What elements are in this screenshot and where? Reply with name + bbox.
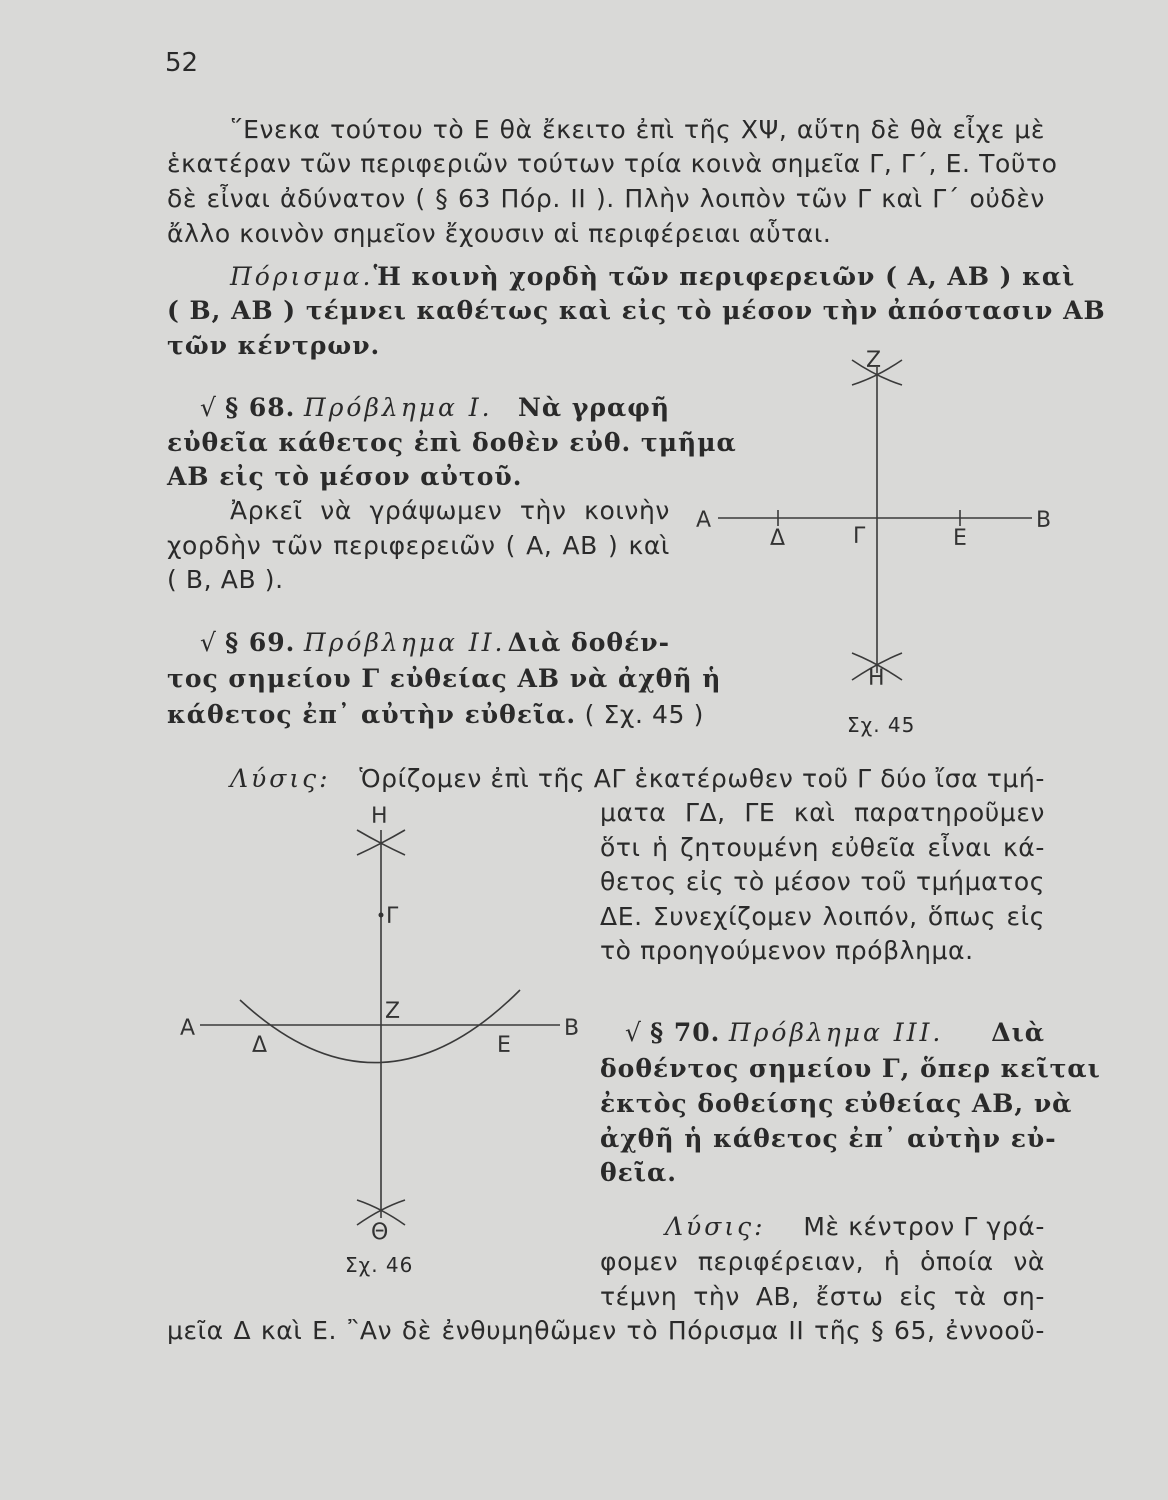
s68-title-end: Νὰ γραφῆ <box>518 393 670 422</box>
s69-title-end: Διὰ δοθέν- <box>507 628 670 657</box>
lysis1-first-text: Ὁρίζομεν ἐπὶ τῆς ΑΓ ἑκατέρωθεν τοῦ Γ δύο ἴσα τμή- <box>359 764 1045 793</box>
s70-title-line-2: δοθέντος σημείου Γ, ὅπερ κεῖται <box>600 1054 1101 1083</box>
lysis2-label: Λύσις: <box>665 1212 766 1241</box>
porisma-statement-start: Ἡ κοινὴ χορδὴ τῶν περιφερειῶν ( Α, ΑΒ ) καὶ <box>373 262 1076 291</box>
figure-45-caption: Σχ. 45 <box>847 713 916 737</box>
s68-body-line-2: χορδὴν τῶν περιφερειῶν ( Α, ΑΒ ) καὶ <box>167 531 670 560</box>
s70-title-end: Διὰ <box>991 1018 1045 1047</box>
lysis2-line-4: μεῖα Δ καὶ Ε. ῍Αν δὲ ἐνθυμηθῶμεν τὸ Πόρισμα ΙΙ τῆς § 65, ἐννοοῦ- <box>167 1316 1045 1345</box>
fig46-label-a: Α <box>180 1016 196 1041</box>
figure-45-diagram <box>690 345 1060 695</box>
fig46-label-g: Γ <box>386 904 399 929</box>
fig45-label-g: Γ <box>853 524 866 549</box>
porisma-line-2: ( Β, ΑΒ ) τέμνει καθέτως καὶ εἰς τὸ μέσον τὴν ἀπόστασιν ΑΒ <box>167 296 1106 325</box>
fig45-label-b: Β <box>1036 508 1052 533</box>
lysis1-line-6: τὸ προηγούμενον πρόβλημα. <box>600 936 974 965</box>
para1-line-2: ἑκατέραν τῶν περιφεριῶν τούτων τρία κοινὰ σημεῖα Γ, Γ΄, Ε. Τοῦτο <box>167 149 1058 178</box>
s70-heading <box>625 1018 1045 1048</box>
s68-number: § 68. <box>225 393 296 422</box>
s69-title-text: κάθετος ἐπ᾽ αὐτὴν εὐθεῖα. <box>167 700 577 729</box>
figure-46-caption: Σχ. 46 <box>345 1253 414 1277</box>
s69-number: § 69. <box>225 628 296 657</box>
s69-label: Πρόβλημα ΙΙ. <box>303 628 506 657</box>
fig45-label-z: Ζ <box>866 348 882 373</box>
s69-figure-ref: ( Σχ. 45 ) <box>584 700 704 729</box>
lysis2-line-1 <box>665 1212 1045 1242</box>
check-mark-icon: √ <box>200 393 217 422</box>
fig46-label-d: Δ <box>252 1033 268 1058</box>
lysis1-label: Λύσις: <box>230 764 331 793</box>
lysis2-first-text: Μὲ κέντρον Γ γρά- <box>803 1212 1045 1241</box>
s68-body-line-3: ( Β, ΑΒ ). <box>167 565 284 594</box>
s69-title-line-3 <box>167 700 704 730</box>
lysis2-line-3: τέμνη τὴν ΑΒ, ἔστω εἰς τὰ ση- <box>600 1282 1045 1311</box>
para1-line-4: ἄλλο κοινὸν σημεῖον ἔχουσιν αἱ περιφέρειαι αὗται. <box>167 219 832 248</box>
s70-number: § 70. <box>650 1018 721 1047</box>
lysis1-line-5: ΔΕ. Συνεχίζομεν λοιπόν, ὅπως εἰς <box>600 902 1045 931</box>
porisma-line-1 <box>230 262 1076 292</box>
fig46-label-h: Η <box>371 804 388 829</box>
s70-title-line-4: ἀχθῆ ἡ κάθετος ἐπ᾽ αὐτὴν εὐ- <box>600 1124 1057 1153</box>
s70-label: Πρόβλημα ΙΙΙ. <box>728 1018 944 1047</box>
fig45-label-h: Η <box>868 666 885 691</box>
s68-body-line-1: Ἀρκεῖ νὰ γράψωμεν τὴν κοινὴν <box>230 496 670 525</box>
fig45-label-a: Α <box>696 508 712 533</box>
lysis1-line-4: θετος εἰς τὸ μέσον τοῦ τμήματος <box>600 867 1045 896</box>
fig46-circle-arc <box>240 990 520 1063</box>
s70-title-line-3: ἐκτὸς δοθείσης εὐθείας ΑΒ, νὰ <box>600 1089 1073 1118</box>
check-mark-icon: √ <box>200 628 217 657</box>
fig46-point-g <box>379 913 384 918</box>
para1-line-3: δὲ εἶναι ἀδύνατον ( § 63 Πόρ. ΙΙ ). Πλὴν λοιπὸν τῶν Γ καὶ Γ΄ οὐδὲν <box>167 184 1045 213</box>
s68-label: Πρόβλημα Ι. <box>303 393 493 422</box>
s68-heading <box>200 393 670 423</box>
para1-line-1: ῞Ενεκα τούτου τὸ Ε θὰ ἔκειτο ἐπὶ τῆς ΧΨ, αὕτη δὲ θὰ εἶχε μὲ <box>230 115 1045 144</box>
fig45-label-d: Δ <box>770 526 786 551</box>
lysis1-line-1 <box>230 764 1045 794</box>
check-mark-icon: √ <box>625 1018 642 1047</box>
s68-title-line-2: εὐθεῖα κάθετος ἐπὶ δοθὲν εὐθ. τμῆμα <box>167 428 737 457</box>
figure-46-diagram <box>175 800 595 1245</box>
s68-title-line-3: ΑΒ εἰς τὸ μέσον αὐτοῦ. <box>167 462 523 491</box>
lysis2-line-2: φομεν περιφέρειαν, ἡ ὁποία νὰ <box>600 1247 1045 1276</box>
fig46-label-z: Ζ <box>385 999 401 1024</box>
porisma-line-3: τῶν κέντρων. <box>167 331 381 360</box>
fig46-label-b: Β <box>564 1016 580 1041</box>
porisma-label: Πόρισμα. <box>230 262 374 291</box>
lysis1-line-2: ματα ΓΔ, ΓΕ καὶ παρατηροῦμεν <box>600 798 1045 827</box>
fig46-label-th: Θ <box>371 1220 389 1245</box>
s69-title-line-2: τος σημείου Γ εὐθείας ΑΒ νὰ ἀχθῆ ἡ <box>167 664 722 693</box>
s70-title-line-5: θεῖα. <box>600 1158 677 1187</box>
page-number: 52 <box>165 48 199 78</box>
fig46-label-e: Ε <box>497 1033 511 1058</box>
s69-heading <box>200 628 670 658</box>
fig45-label-e: Ε <box>953 526 967 551</box>
lysis1-line-3: ὅτι ἡ ζητουμένη εὐθεῖα εἶναι κά- <box>600 833 1045 862</box>
